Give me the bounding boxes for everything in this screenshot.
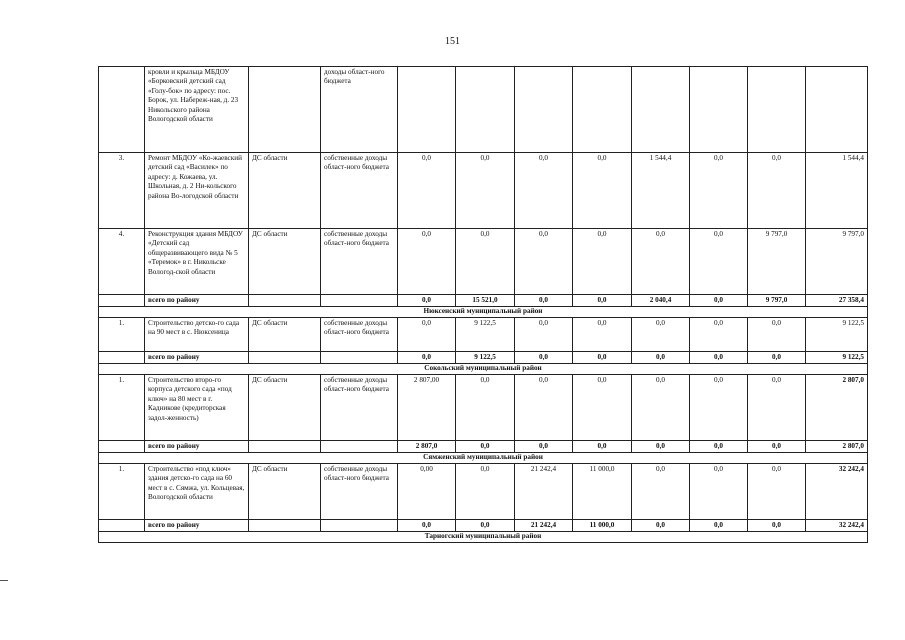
project-row	[99, 464, 868, 520]
funding-value: 0,0	[573, 229, 632, 295]
funding-value: 21 242,4	[515, 464, 573, 520]
funding-value: 0,0	[690, 375, 748, 441]
funding-value: 0,0	[398, 318, 456, 352]
funding-value: 0,0	[690, 229, 748, 295]
row-number-cell	[99, 352, 145, 364]
district-name: Сямженский муниципальный район	[99, 453, 868, 464]
source-cell	[321, 441, 398, 453]
row-number: 1.	[99, 464, 145, 520]
project-name: Строительство «под ключ» здания детско-го сада на 60 мест в с. Сямжа, ул. Кольцевая, Вологодской области	[145, 464, 249, 520]
project-row	[99, 318, 868, 352]
page-number: 151	[445, 36, 460, 47]
total-value: 9 797,0	[748, 295, 806, 307]
total-value: 0,0	[748, 441, 806, 453]
category-cell	[249, 295, 321, 307]
funding-value: 0,0	[632, 375, 690, 441]
total-value: 2 040,4	[632, 295, 690, 307]
source-cell	[321, 352, 398, 364]
row-number: 4.	[99, 229, 145, 295]
funding-value: 0,0	[573, 153, 632, 229]
district-header-row	[99, 307, 868, 318]
total-value: 0,0	[748, 520, 806, 532]
margin-mark	[0, 580, 8, 581]
total-label: всего по району	[145, 441, 249, 453]
row-number-cell	[99, 441, 145, 453]
district-total-row	[99, 352, 868, 364]
funding-value: 2 807,0	[806, 375, 868, 441]
funding-value	[806, 67, 868, 153]
total-label: всего по району	[145, 352, 249, 364]
funding-value	[573, 67, 632, 153]
total-value: 0,0	[456, 520, 515, 532]
funding-value: 0,0	[748, 464, 806, 520]
district-header-row	[99, 364, 868, 375]
total-value: 2 807,0	[806, 441, 868, 453]
total-value: 9 122,5	[456, 352, 515, 364]
total-value: 0,0	[690, 441, 748, 453]
total-value: 11 000,0	[573, 520, 632, 532]
funding-source: доходы област-ного бюджета	[321, 67, 398, 153]
category-cell	[249, 352, 321, 364]
funding-value: 0,0	[398, 153, 456, 229]
funding-value: 0,0	[515, 229, 573, 295]
district-total-row	[99, 295, 868, 307]
funding-source: собственные доходы област-ного бюджета	[321, 153, 398, 229]
funding-value	[748, 67, 806, 153]
row-number: 3.	[99, 153, 145, 229]
funding-value	[632, 67, 690, 153]
funding-value: 0,0	[398, 229, 456, 295]
total-value: 0,0	[515, 441, 573, 453]
district-name: Нюксенский муниципальный район	[99, 307, 868, 318]
project-row	[99, 229, 868, 295]
funding-value: 0,0	[456, 229, 515, 295]
funding-value: 0,0	[690, 153, 748, 229]
total-value: 0,0	[690, 295, 748, 307]
total-value: 0,0	[690, 520, 748, 532]
funding-value: 0,0	[456, 153, 515, 229]
funding-source: собственные доходы област-ного бюджета	[321, 464, 398, 520]
project-name: кровли и крыльца МБДОУ «Борковский детский сад «Голу-бок» по адресу: пос. Борок, ул. Набереж-ная, д. 23 Никольского района Вологодской области	[145, 67, 249, 153]
funding-value: 0,0	[690, 318, 748, 352]
total-value: 0,0	[632, 520, 690, 532]
funding-source: собственные доходы област-ного бюджета	[321, 375, 398, 441]
district-name: Сокольский муниципальный район	[99, 364, 868, 375]
project-row	[99, 375, 868, 441]
district-name: Тарногский муниципальный район	[99, 532, 868, 543]
project-row	[99, 67, 868, 153]
funding-value: 1 544,4	[632, 153, 690, 229]
total-value: 0,0	[398, 520, 456, 532]
funding-value: 1 544,4	[806, 153, 868, 229]
funding-value: 9 122,5	[806, 318, 868, 352]
total-value: 0,0	[398, 352, 456, 364]
district-total-row	[99, 441, 868, 453]
funding-value	[690, 67, 748, 153]
total-value: 0,0	[690, 352, 748, 364]
funding-value: 0,0	[690, 464, 748, 520]
district-total-row	[99, 520, 868, 532]
project-name: Строительство второ-го корпуса детского сада «под ключ» на 80 мест в г. Кадникове (кредиторская задол-женность)	[145, 375, 249, 441]
total-value: 0,0	[456, 441, 515, 453]
total-value: 21 242,4	[515, 520, 573, 532]
funding-value: 0,00	[398, 464, 456, 520]
funding-value: 9 797,0	[806, 229, 868, 295]
project-row	[99, 153, 868, 229]
funding-value: 0,0	[456, 464, 515, 520]
source-cell	[321, 295, 398, 307]
funding-source: собственные доходы област-ного бюджета	[321, 229, 398, 295]
category: ДС области	[249, 229, 321, 295]
total-value: 0,0	[632, 441, 690, 453]
total-value: 27 358,4	[806, 295, 868, 307]
funding-source: собственные доходы област-ного бюджета	[321, 318, 398, 352]
category: ДС области	[249, 464, 321, 520]
funding-value: 0,0	[632, 318, 690, 352]
funding-value: 0,0	[632, 229, 690, 295]
category: ДС области	[249, 318, 321, 352]
funding-value: 0,0	[748, 153, 806, 229]
district-header-row	[99, 532, 868, 543]
district-header-row	[99, 453, 868, 464]
category-cell	[249, 520, 321, 532]
category: ДС области	[249, 375, 321, 441]
row-number-cell	[99, 295, 145, 307]
total-value: 0,0	[398, 295, 456, 307]
total-value: 0,0	[573, 295, 632, 307]
row-number	[99, 67, 145, 153]
funding-value: 0,0	[456, 375, 515, 441]
row-number: 1.	[99, 375, 145, 441]
funding-value: 0,0	[748, 375, 806, 441]
funding-value	[515, 67, 573, 153]
category: ДС области	[249, 153, 321, 229]
source-cell	[321, 520, 398, 532]
total-value: 0,0	[515, 352, 573, 364]
total-value: 0,0	[515, 295, 573, 307]
total-value: 2 807,0	[398, 441, 456, 453]
row-number: 1.	[99, 318, 145, 352]
funding-value	[456, 67, 515, 153]
total-label: всего по району	[145, 295, 249, 307]
project-name: Ремонт МБДОУ «Ко-жаевский детский сад «Василек» по адресу: д. Кожаева, ул. Школьная, д. 2 Ни-кольского района Во-логодской области	[145, 153, 249, 229]
total-value: 0,0	[573, 441, 632, 453]
total-value: 32 242,4	[806, 520, 868, 532]
total-value: 0,0	[748, 352, 806, 364]
funding-value: 9 122,5	[456, 318, 515, 352]
funding-value: 2 807,00	[398, 375, 456, 441]
total-value: 9 122,5	[806, 352, 868, 364]
total-value: 15 521,0	[456, 295, 515, 307]
funding-value: 0,0	[573, 375, 632, 441]
funding-value: 0,0	[632, 464, 690, 520]
budget-table	[98, 66, 868, 543]
funding-value: 0,0	[515, 153, 573, 229]
funding-value: 32 242,4	[806, 464, 868, 520]
funding-value: 11 000,0	[573, 464, 632, 520]
row-number-cell	[99, 520, 145, 532]
total-value: 0,0	[632, 352, 690, 364]
category	[249, 67, 321, 153]
funding-value	[398, 67, 456, 153]
funding-value: 0,0	[748, 318, 806, 352]
project-name: Строительство детско-го сада на 90 мест в с. Нюксеница	[145, 318, 249, 352]
total-label: всего по району	[145, 520, 249, 532]
project-name: Реконструкция здания МБДОУ «Детский сад общеразвивающего вида № 5 «Теремок» в г. Никольске Вологод-ской области	[145, 229, 249, 295]
funding-value: 0,0	[573, 318, 632, 352]
funding-value: 9 797,0	[748, 229, 806, 295]
total-value: 0,0	[573, 352, 632, 364]
category-cell	[249, 441, 321, 453]
funding-value: 0,0	[515, 375, 573, 441]
funding-value: 0,0	[515, 318, 573, 352]
